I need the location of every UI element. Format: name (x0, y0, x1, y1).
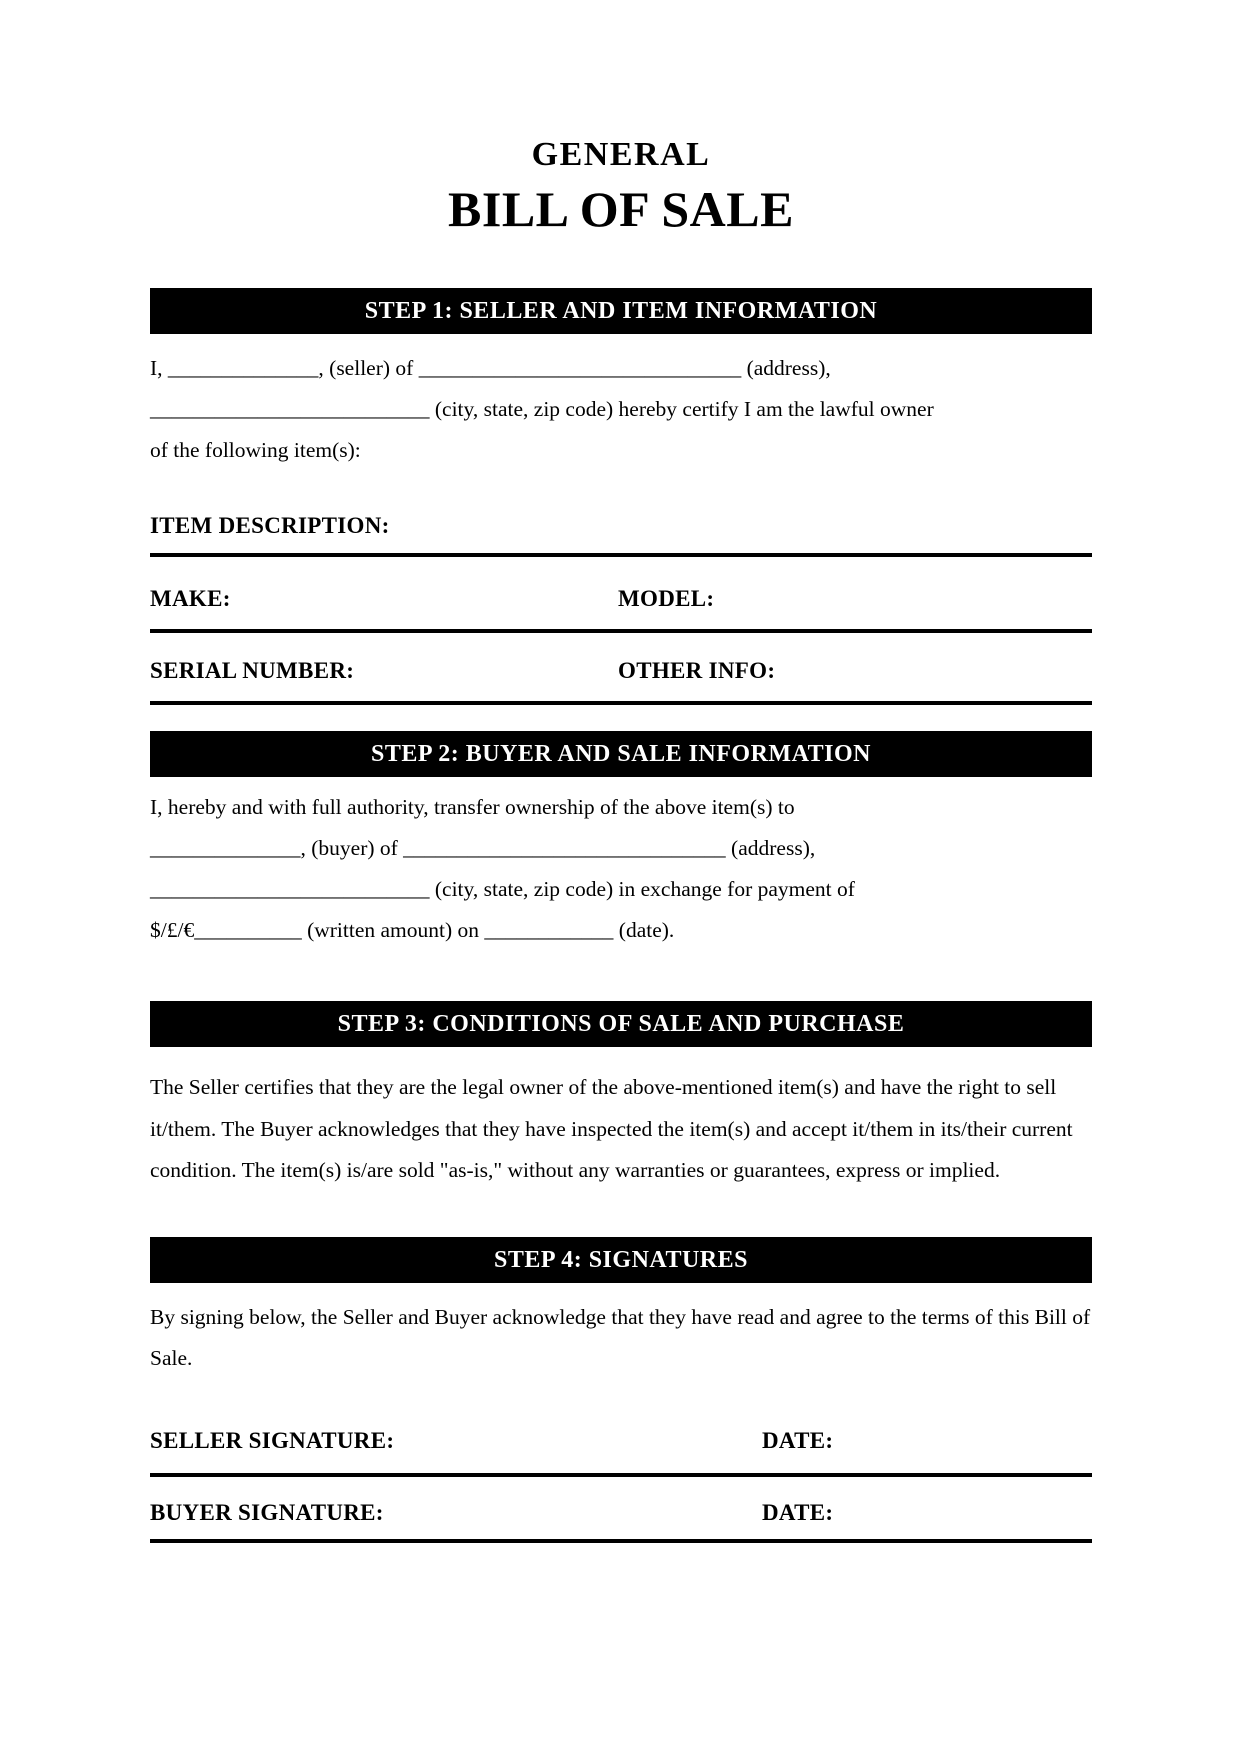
item-description-rule (150, 553, 1092, 557)
serial-other-rule (150, 701, 1092, 705)
serial-number-label: SERIAL NUMBER: (150, 658, 355, 683)
step2-line-buyer: ______________, (buyer) of ______________________________ (address), (150, 836, 816, 860)
seller-signature-label: SELLER SIGNATURE: (150, 1427, 395, 1453)
step4-paragraph: By signing below, the Seller and Buyer acknowledge that they have read and agree to the terms of this Bill of Sale. (150, 1304, 1091, 1370)
step2-line-transfer: I, hereby and with full authority, transfer ownership of the above item(s) to (150, 795, 795, 819)
step3-banner: STEP 3: CONDITIONS OF SALE AND PURCHASE (150, 1001, 1092, 1047)
buyer-signature-rule (150, 1539, 1092, 1543)
step2-paragraph (150, 787, 1092, 951)
step2-line-city-state: __________________________ (city, state, zip code) in exchange for payment of (150, 877, 855, 901)
step1-line-seller: I, ______________, (seller) of ______________________________ (address), (150, 356, 831, 380)
seller-signature-rule (150, 1473, 1092, 1477)
seller-date-label: DATE: (762, 1427, 834, 1453)
step1-line-city-state: __________________________ (city, state, zip code) hereby certify I am the lawful owner (150, 397, 934, 421)
buyer-signature-label: BUYER SIGNATURE: (150, 1499, 384, 1525)
seller-signature-row (150, 1427, 1092, 1455)
step1-banner: STEP 1: SELLER AND ITEM INFORMATION (150, 288, 1092, 334)
step1-paragraph (150, 348, 1092, 471)
buyer-date-label: DATE: (762, 1499, 834, 1525)
page-title: BILL OF SALE (448, 181, 794, 237)
serial-other-row (150, 657, 1092, 685)
other-info-label: OTHER INFO: (618, 658, 776, 683)
step4-banner: STEP 4: SIGNATURES (150, 1237, 1092, 1283)
step2-line-amount-date: $/£/€__________ (written amount) on ____________ (date). (150, 918, 675, 942)
model-label: MODEL: (618, 586, 715, 611)
item-description-label: ITEM DESCRIPTION: (150, 513, 390, 538)
make-model-row (150, 585, 1092, 613)
make-model-rule (150, 629, 1092, 633)
buyer-signature-row (150, 1499, 1092, 1527)
make-label: MAKE: (150, 586, 231, 611)
step3-paragraph: The Seller certifies that they are the legal owner of the above-mentioned item(s) and have the right to sell it/them. The Buyer acknowledges that they have inspected the item(s) and accept it/them in its/their current condition. The item(s) is/are sold "as-is," without any warranties or guarantees, express or implied. (150, 1075, 1073, 1182)
document-eyebrow: GENERAL (531, 136, 711, 173)
step1-line-items: of the following item(s): (150, 438, 361, 462)
step2-banner: STEP 2: BUYER AND SALE INFORMATION (150, 731, 1092, 777)
